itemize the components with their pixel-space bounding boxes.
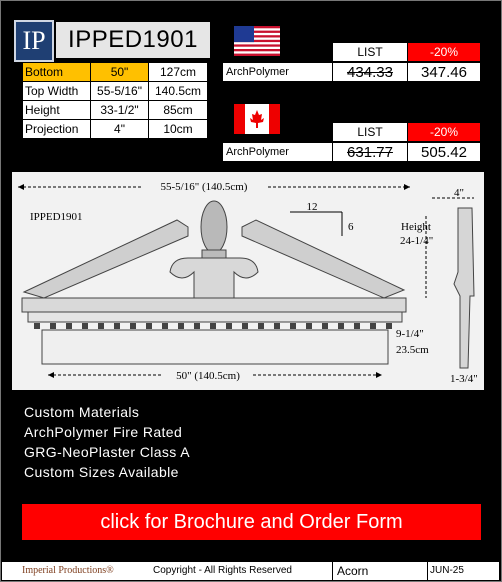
- spec-label: Bottom: [23, 63, 91, 82]
- height-label: Height: [401, 221, 431, 233]
- spec-label: Projection: [23, 120, 91, 139]
- spec-row: [23, 63, 208, 82]
- spec-row: [23, 101, 208, 120]
- projection-top: 4": [454, 187, 464, 199]
- footer-date: JUN-25: [430, 565, 464, 576]
- spec-label: Height: [23, 101, 91, 120]
- pitch-run: 12: [306, 201, 318, 213]
- top-width-dimension: 55-5/16" (140.5cm): [160, 181, 248, 193]
- lower-height-metric: 23.5cm: [396, 344, 429, 356]
- product-code-box: [56, 22, 210, 58]
- list-label: LIST: [333, 43, 408, 62]
- list-label: LIST: [333, 123, 408, 142]
- imperial-logo: IP: [14, 20, 54, 62]
- us-price-row: [222, 62, 481, 82]
- feature-item: Custom Materials: [24, 404, 140, 420]
- product-code: IPPED1901: [68, 26, 198, 53]
- feature-list: [24, 402, 190, 482]
- spec-metric: 140.5cm: [149, 82, 208, 101]
- ca-price-row: [222, 142, 481, 162]
- discount-label: -20%: [408, 123, 481, 142]
- ca-price-header: [332, 122, 481, 142]
- spec-table: [22, 62, 208, 139]
- lower-height: 9-1/4": [396, 328, 424, 340]
- footer-bar: [2, 562, 499, 580]
- footer-finish: Acorn: [332, 562, 428, 580]
- sale-price: 347.46: [408, 63, 481, 82]
- sale-price: 505.42: [408, 143, 481, 162]
- us-price-header: [332, 42, 481, 62]
- feature-item: ArchPolymer Fire Rated: [24, 424, 183, 440]
- footer-brand: Imperial Productions®: [22, 565, 114, 576]
- feature-item: Custom Sizes Available: [24, 464, 179, 480]
- spec-row: [23, 120, 208, 139]
- feature-item: GRG-NeoPlaster Class A: [24, 444, 190, 460]
- us-flag-icon: [234, 26, 280, 56]
- height-value: 24-1/4": [400, 235, 434, 247]
- spec-imperial: 33-1/2": [91, 101, 149, 120]
- canada-flag-icon: [234, 104, 280, 134]
- drawing-product-code: IPPED1901: [30, 211, 83, 223]
- spec-metric: 10cm: [149, 120, 208, 139]
- spec-metric: 127cm: [149, 63, 208, 82]
- discount-label: -20%: [408, 43, 481, 62]
- list-price: 434.33: [333, 63, 408, 82]
- spec-imperial: 4": [91, 120, 149, 139]
- pitch-rise: 6: [348, 221, 354, 233]
- material-name: ArchPolymer: [223, 63, 333, 82]
- spec-imperial: 55-5/16": [91, 82, 149, 101]
- brochure-order-button[interactable]: click for Brochure and Order Form: [22, 504, 481, 540]
- pediment-drawing: [12, 172, 484, 390]
- list-price: 631.77: [333, 143, 408, 162]
- projection-bottom: 1-3/4": [450, 373, 478, 385]
- spec-label: Top Width: [23, 82, 91, 101]
- footer-copyright: Copyright - All Rights Reserved: [153, 565, 292, 576]
- spec-imperial: 50": [91, 63, 149, 82]
- spec-metric: 85cm: [149, 101, 208, 120]
- material-name: ArchPolymer: [223, 143, 333, 162]
- spec-row: [23, 82, 208, 101]
- bottom-width-dimension: 50" (140.5cm): [176, 370, 240, 382]
